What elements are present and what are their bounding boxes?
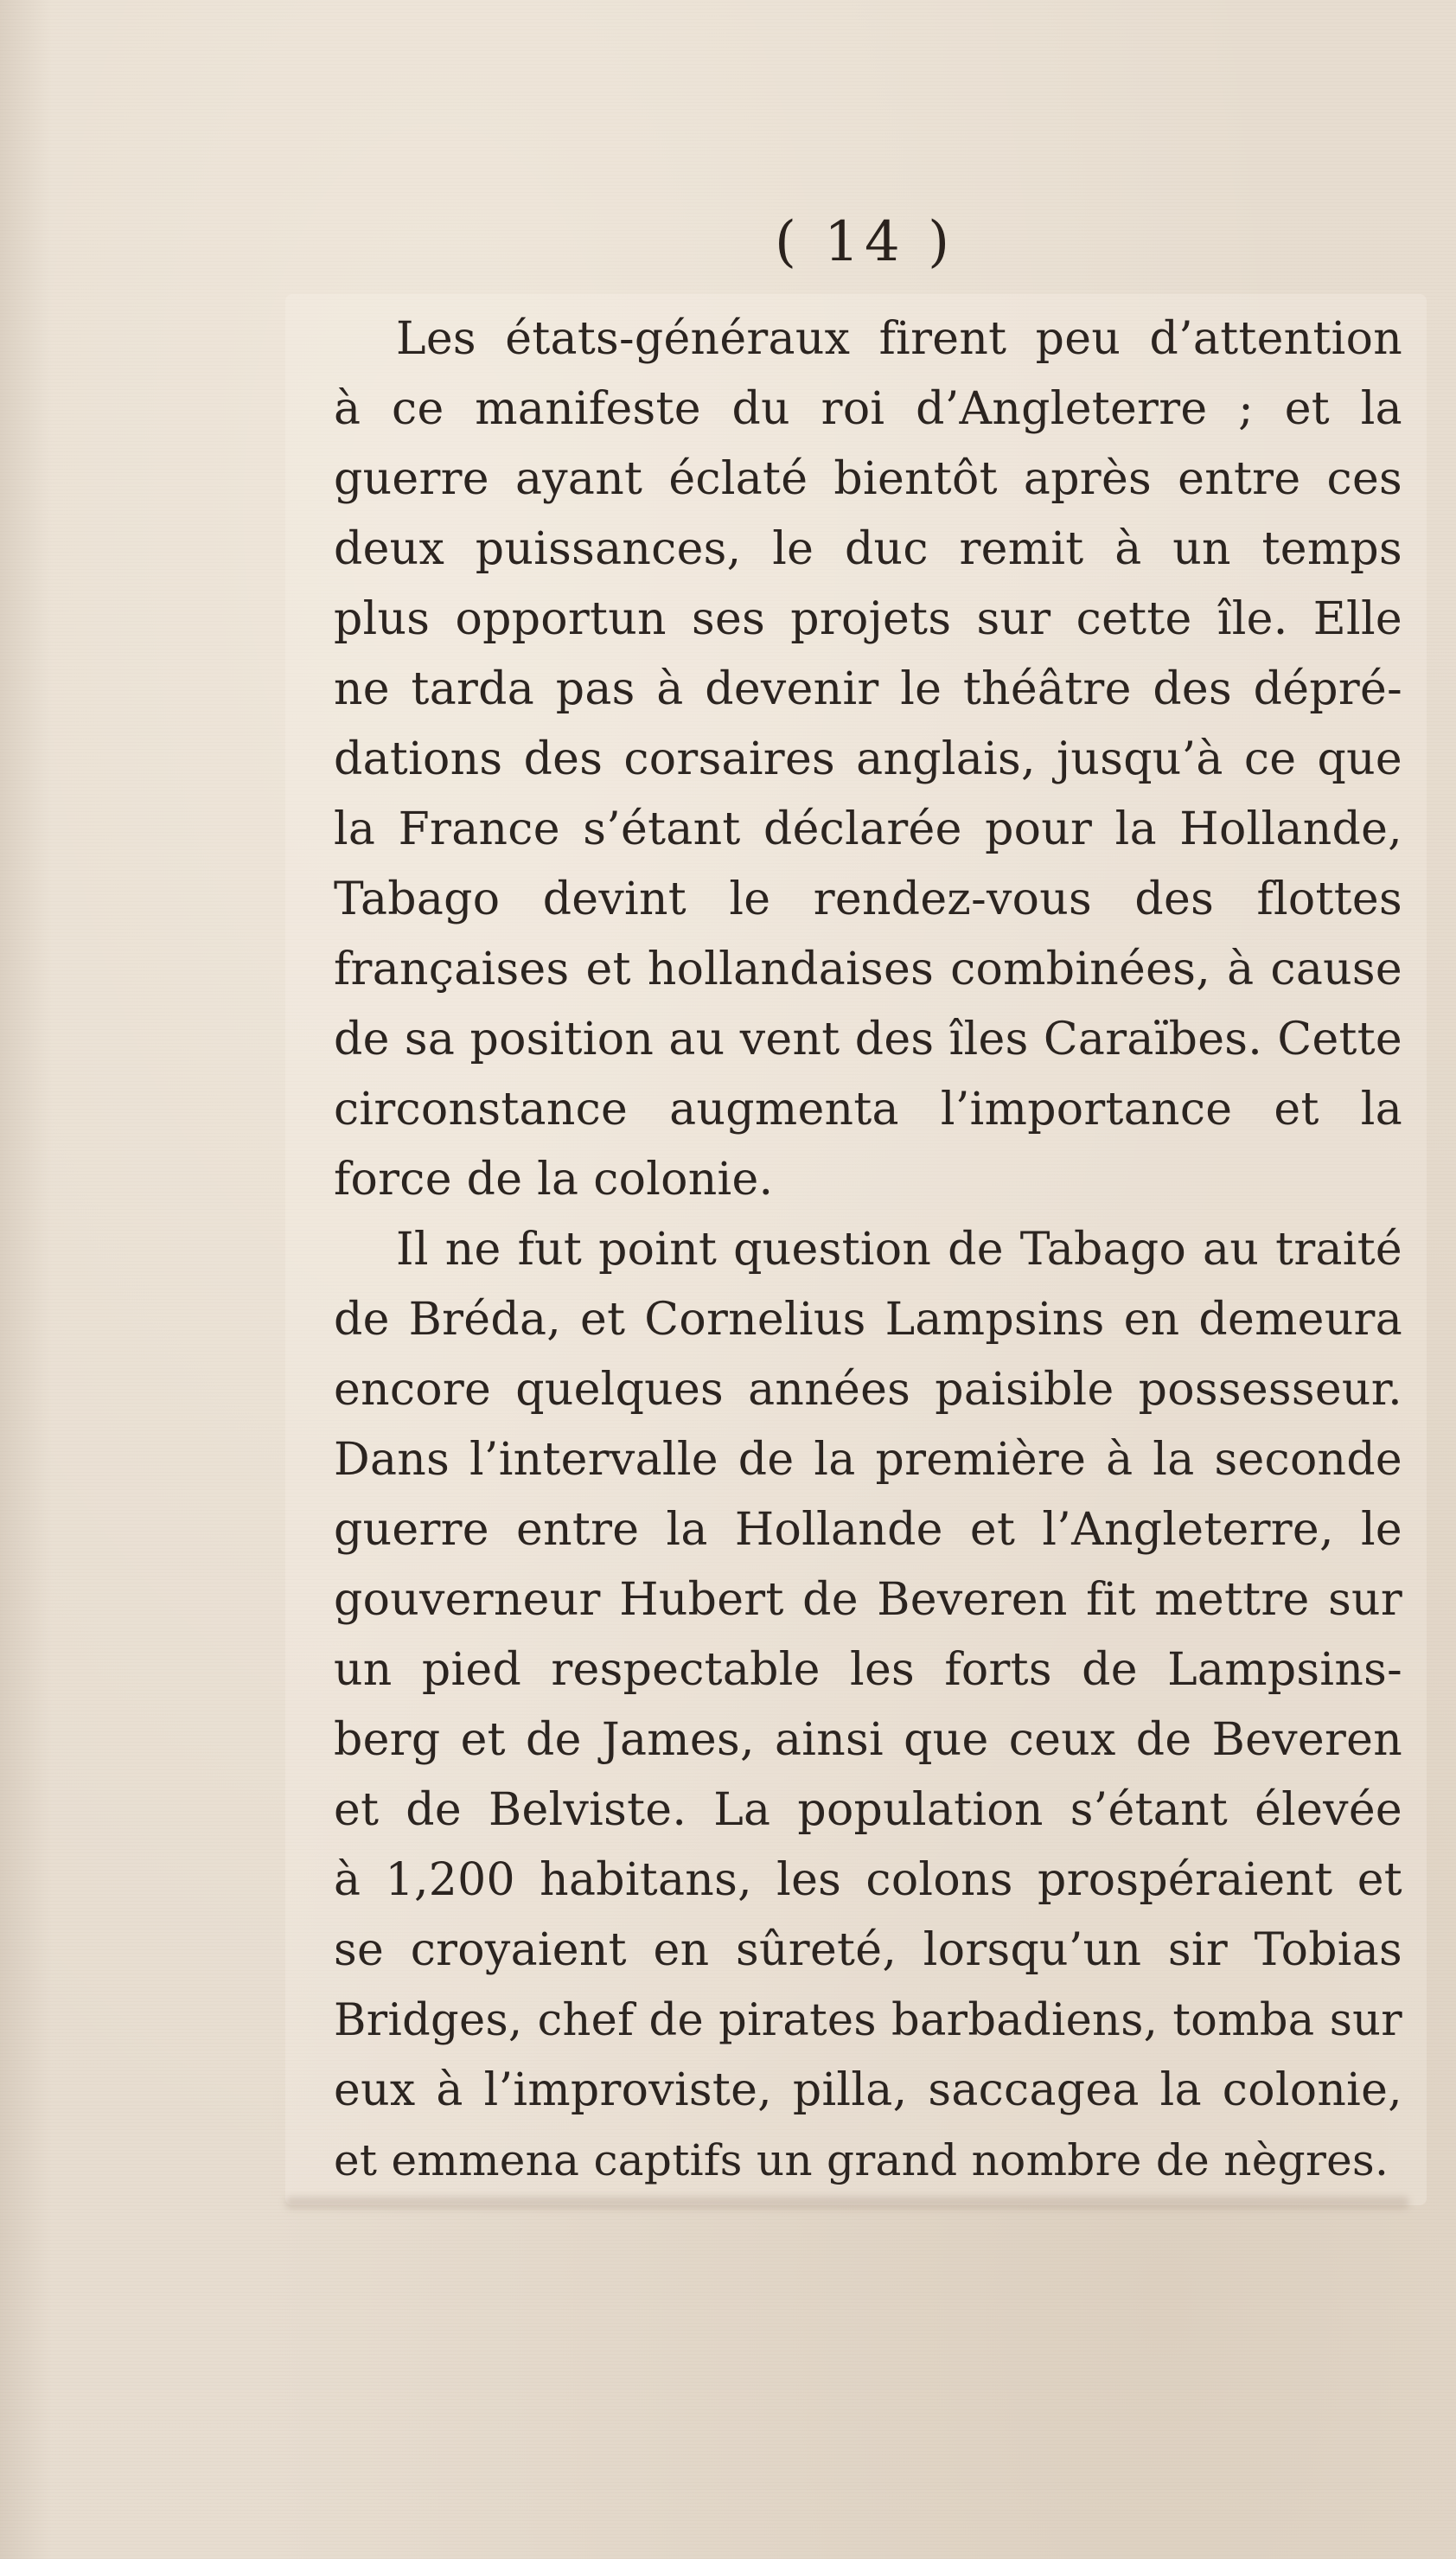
- text-line: guerre entre la Hollande et l’Angleterre, le: [334, 1504, 1402, 1556]
- text-line: ne tarda pas à devenir le théâtre des dépré-: [334, 663, 1402, 715]
- text-line: dations des corsaires anglais, jusqu’à ce que: [334, 733, 1402, 785]
- text-line: force de la colonie.: [334, 1154, 774, 1206]
- text-line: eux à l’improviste, pilla, saccagea la colonie,: [334, 2064, 1402, 2116]
- text-line: se croyaient en sûreté, lorsqu’un sir Tobias: [334, 1924, 1402, 1976]
- text-line: guerre ayant éclaté bientôt après entre ces: [334, 453, 1402, 505]
- text-line: berg et de James, ainsi que ceux de Beveren: [334, 1714, 1402, 1766]
- text-line: françaises et hollandaises combinées, à cause: [334, 944, 1402, 995]
- text-line: circonstance augmenta l’importance et la: [334, 1084, 1402, 1136]
- text-line: gouverneur Hubert de Beveren fit mettre sur: [334, 1574, 1402, 1626]
- text-line: un pied respectable les forts de Lampsins-: [334, 1644, 1402, 1696]
- paper-fold-shadow: [285, 2197, 1409, 2209]
- text-line: de Bréda, et Cornelius Lampsins en demeura: [334, 1294, 1402, 1346]
- text-line: Les états-généraux firent peu d’attention: [396, 313, 1402, 365]
- text-line: deux puissances, le duc remit à un temps: [334, 523, 1402, 575]
- text-line: encore quelques années paisible possesseur.: [334, 1364, 1402, 1416]
- text-line: Tabago devint le rendez-vous des flottes: [334, 873, 1402, 925]
- text-line: Bridges, chef de pirates barbadiens, tomba sur: [334, 1995, 1402, 2046]
- text-line: de sa position au vent des îles Caraïbes. Cette: [334, 1014, 1402, 1065]
- text-line: Il ne fut point question de Tabago au traité: [396, 1224, 1402, 1276]
- text-line: et de Belviste. La population s’étant élevée: [334, 1784, 1402, 1836]
- page-number: ( 14 ): [774, 210, 955, 274]
- text-line: la France s’étant déclarée pour la Hollande,: [334, 803, 1402, 855]
- text-line: et emmena captifs un grand nombre de nègres.: [334, 2135, 1389, 2185]
- text-line: à 1,200 habitans, les colons prospéraient et: [334, 1854, 1402, 1906]
- body-text: [334, 304, 1402, 2196]
- text-line: à ce manifeste du roi d’Angleterre ; et la: [334, 383, 1402, 435]
- text-line: plus opportun ses projets sur cette île. Elle: [334, 593, 1402, 645]
- text-line: Dans l’intervalle de la première à la seconde: [334, 1434, 1402, 1486]
- page-edge-shadow: [0, 0, 52, 2559]
